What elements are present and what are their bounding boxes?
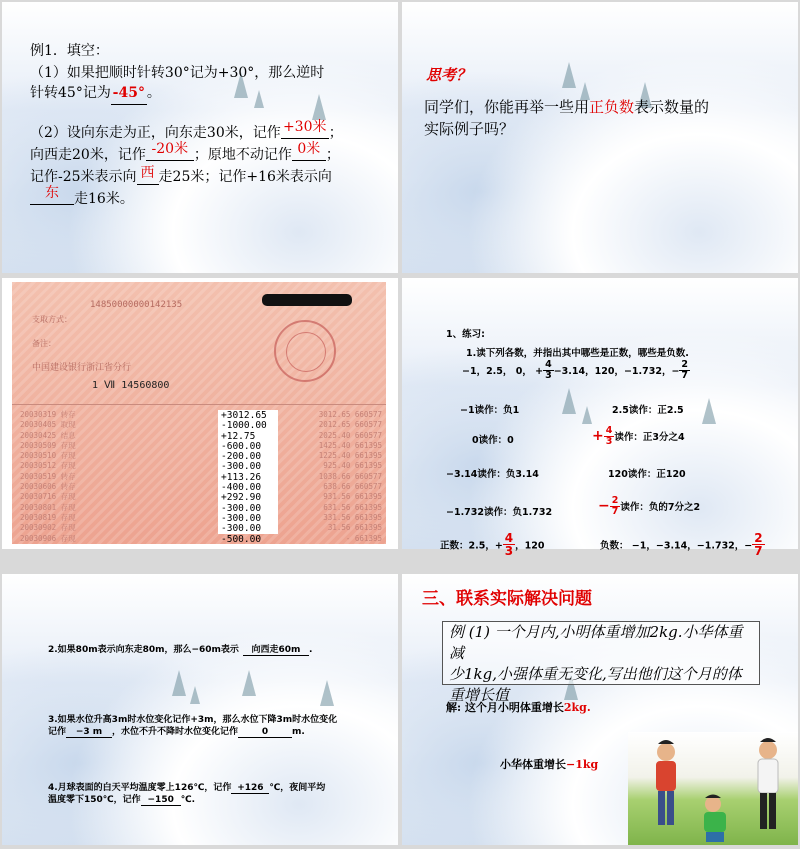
tree-decoration — [320, 680, 334, 706]
think-heading: 思考？ — [426, 66, 472, 84]
solution-xiaoming: 解: 这个月小明体重增长2kg. — [446, 701, 591, 714]
slide-example-fill-blank[interactable] — [2, 2, 398, 273]
think-question: 同学们，你能再举一些用正负数表示数量的 实际例子吗？ — [424, 98, 710, 138]
tree-decoration — [702, 398, 716, 424]
practice-title: 1、练习: — [446, 329, 485, 340]
passbook-amount: -600.00 — [221, 440, 262, 452]
passbook-row: 20030319 转存 — [20, 410, 76, 419]
passbook-amount: -500.00 — [221, 533, 262, 545]
passbook-balance: 31.56 661395 — [327, 523, 382, 533]
passbook-amount: -200.00 — [221, 451, 262, 463]
question-3-line2: 记作 −3 m ，水位不升不降时水位变化记作 0 m. — [48, 727, 305, 737]
passbook-balance: 331.56 661395 — [323, 512, 382, 522]
section-heading: 三、联系实际解决问题 — [422, 589, 592, 609]
passbook-row: 20030801 存现 — [20, 502, 76, 512]
passbook-balance: 638.66 660577 — [323, 482, 382, 492]
passbook-balance: 631.56 661395 — [323, 502, 382, 512]
children-illustration — [628, 732, 798, 845]
passbook-balance: 3012.65 660577 — [318, 410, 382, 419]
passbook-image — [12, 282, 386, 544]
passbook-amount: -1000.00 — [221, 420, 267, 432]
account-number: 14850000000142135 — [90, 300, 183, 310]
answer-blank: 西 — [137, 162, 159, 185]
slide-think-question[interactable] — [402, 2, 798, 273]
q2-line1: （2）设向东走为正，向东走30米，记作 +30米 ； — [30, 122, 343, 144]
amount-column — [218, 410, 278, 545]
example-title: 例1．填空： — [30, 43, 109, 59]
passbook-row: 20030902 存现 — [20, 523, 76, 533]
negative-numbers: 负数： −1，−3.14，−1.732，− $\frac{2}{7}$ — [600, 531, 763, 558]
passbook-balance: 2012.65 660577 — [318, 420, 382, 430]
passbook-row: 20030519 转存 — [20, 471, 76, 481]
example-box: 例 (1) 一个月内,小明体重增加2kg.小华体重减 少1kg,小强体重无变化,写出他们这个月的体 重增长值 — [442, 621, 760, 685]
passbook-row: 20030425 结息 — [20, 430, 76, 440]
tree-decoration — [254, 90, 264, 108]
passbook-balance: 1225.40 661395 — [318, 451, 382, 461]
reading-item: 120读作：正120 — [608, 469, 686, 480]
passbook-amount: -300.00 — [221, 502, 262, 514]
passbook-amount: -300.00 — [221, 461, 262, 473]
answer-blank: -20米 — [146, 138, 194, 161]
passbook-row: 20030512 存现 — [20, 461, 76, 471]
passbook-amount: +3012.65 — [221, 410, 267, 421]
passbook-amount: +113.26 — [221, 471, 262, 483]
q1-line1: （1）如果把顺时针转30°记为+30°，那么逆时 — [30, 65, 325, 81]
reading-item: − $\frac{2}{7}$ 读作：负的7分之2 — [598, 495, 701, 517]
passbook-row: 20030906 存现 — [20, 533, 76, 543]
passbook-balance: 1425.40 661395 — [318, 440, 382, 450]
passbook-balance: 925.40 661395 — [323, 461, 382, 471]
passbook-amount: -300.00 — [221, 512, 262, 524]
question-4-line2: 温度零下150℃，记作 −150 ℃. — [48, 795, 196, 805]
boy-left — [656, 740, 676, 825]
tree-decoration — [242, 670, 256, 696]
q2-line3: 记作-25米表示向 西 走25米；记作+16米表示向 — [30, 166, 332, 188]
passbook-row: 20030606 转存 — [20, 482, 76, 492]
tree-decoration — [172, 670, 186, 696]
q2-line2: 向西走20米，记作 -20米 ；原地不动记作 0米 ； — [30, 144, 340, 166]
bank-stamp — [274, 320, 336, 382]
passbook-row: 20030819 存现 — [20, 512, 76, 522]
answer-blank: 东 — [30, 182, 74, 205]
passbook-amount: -300.00 — [221, 523, 262, 535]
slide-practice-reading[interactable] — [402, 278, 798, 558]
passbook-row: 20030716 存现 — [20, 492, 76, 502]
q2-line4: 东 走16米。 — [30, 188, 134, 210]
q1-line2: 针转45°记为 -45° 。 — [30, 82, 161, 105]
reading-item: 0读作：0 — [472, 435, 514, 446]
slide-practice-questions[interactable] — [2, 574, 398, 845]
practice-instruction: 1.读下列各数，并指出其中哪些是正数，哪些是负数. — [466, 348, 689, 359]
answer-blank: +30米 — [281, 116, 329, 139]
passbook-field: 备注： — [32, 339, 56, 348]
tree-decoration — [562, 388, 576, 414]
reading-item: + $\frac{4}{3}$ 读作：正3分之4 — [592, 425, 685, 447]
boy-crouching — [704, 795, 726, 843]
passbook-row: 20030405 取现 — [20, 420, 76, 430]
question-3: 3.如果水位升高3m时水位变化记作+3m，那么水位下降3m时水位变化 — [48, 715, 338, 725]
question-4: 4.月球表面的白天平均温度零上126℃，记作 +126 ℃，夜间平均 — [48, 783, 326, 793]
passbook-row: 20030509 存现 — [20, 440, 76, 450]
slide-real-life-problem[interactable] — [402, 574, 798, 845]
balance-column — [302, 410, 382, 544]
bank-name: 中国建设银行浙江省分行 — [32, 363, 132, 373]
number-list: −1，2.5， 0， + $\frac{4}{3}$ −3.14，120，−1.732，− $\frac{2}{7}$ — [462, 359, 689, 381]
passbook-balance: 1038.66 660577 — [318, 471, 382, 481]
passbook-amount: +292.90 — [221, 492, 262, 504]
answer-blank: 0米 — [292, 138, 326, 161]
passbook-balance: 931.56 661395 — [323, 492, 382, 502]
passbook-field: 支取方式： — [32, 315, 72, 324]
book-number: 1 Ⅶ 14560800 — [92, 380, 170, 391]
tree-decoration — [582, 406, 592, 424]
passbook-amount: -400.00 — [221, 482, 262, 494]
positive-numbers: 正数：2.5，+ $\frac{4}{3}$ ，120 — [440, 531, 545, 558]
answer-blank: -45° — [111, 82, 147, 105]
slide-bank-passbook[interactable] — [2, 278, 398, 549]
tree-decoration — [562, 62, 576, 88]
passbook-amount: +12.75 — [221, 430, 256, 442]
solution-xiaohua: 小华体重增长−1kg — [500, 758, 599, 771]
redacted-name — [262, 294, 352, 306]
reading-item: −3.14读作：负3.14 — [446, 469, 539, 480]
passbook-balance: - 661395 — [345, 533, 382, 543]
reading-item: 2.5读作：正2.5 — [612, 405, 684, 416]
passbook-row: 20030510 存现 — [20, 451, 76, 461]
reading-item: −1.732读作：负1.732 — [446, 507, 553, 518]
reading-item: −1读作：负1 — [460, 405, 520, 416]
tree-decoration — [190, 686, 200, 704]
transaction-rows — [20, 410, 210, 544]
question-2: 2.如果80m表示向东走80m，那么−60m表示 向西走60m . — [48, 642, 312, 656]
passbook-balance: 2025.40 660577 — [318, 430, 382, 440]
boy-right — [758, 738, 778, 829]
